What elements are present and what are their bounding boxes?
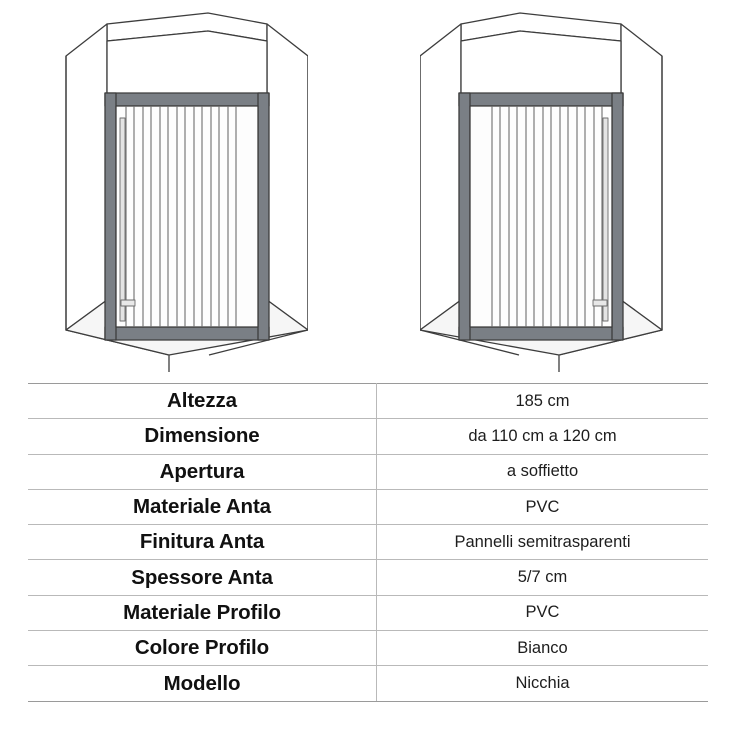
table-row bbox=[28, 454, 708, 489]
table-row bbox=[28, 595, 708, 630]
table-row bbox=[28, 384, 708, 419]
spec-value: 185 cm bbox=[377, 384, 709, 419]
spec-label: Colore Profilo bbox=[28, 631, 377, 666]
table-row bbox=[28, 419, 708, 454]
table-row bbox=[28, 525, 708, 560]
spec-label: Dimensione bbox=[28, 419, 377, 454]
spec-label: Altezza bbox=[28, 384, 377, 419]
table-row bbox=[28, 560, 708, 595]
spec-label: Finitura Anta bbox=[28, 525, 377, 560]
table-row bbox=[28, 666, 708, 701]
specification-table bbox=[28, 383, 708, 702]
table-row bbox=[28, 631, 708, 666]
spec-value: da 110 cm a 120 cm bbox=[377, 419, 709, 454]
spec-value: 5/7 cm bbox=[377, 560, 709, 595]
spec-value: PVC bbox=[377, 489, 709, 524]
spec-label: Materiale Anta bbox=[28, 489, 377, 524]
table-row bbox=[28, 489, 708, 524]
spec-value: PVC bbox=[377, 595, 709, 630]
spec-value: Pannelli semitrasparenti bbox=[377, 525, 709, 560]
shower-enclosure-right-illustration bbox=[420, 0, 670, 377]
spec-label: Spessore Anta bbox=[28, 560, 377, 595]
spec-label: Materiale Profilo bbox=[28, 595, 377, 630]
spec-value: a soffietto bbox=[377, 454, 709, 489]
shower-enclosure-left-illustration bbox=[58, 0, 308, 377]
spec-label: Apertura bbox=[28, 454, 377, 489]
spec-value: Nicchia bbox=[377, 666, 709, 701]
spec-value: Bianco bbox=[377, 631, 709, 666]
spec-table-body bbox=[28, 384, 708, 702]
spec-label: Modello bbox=[28, 666, 377, 701]
